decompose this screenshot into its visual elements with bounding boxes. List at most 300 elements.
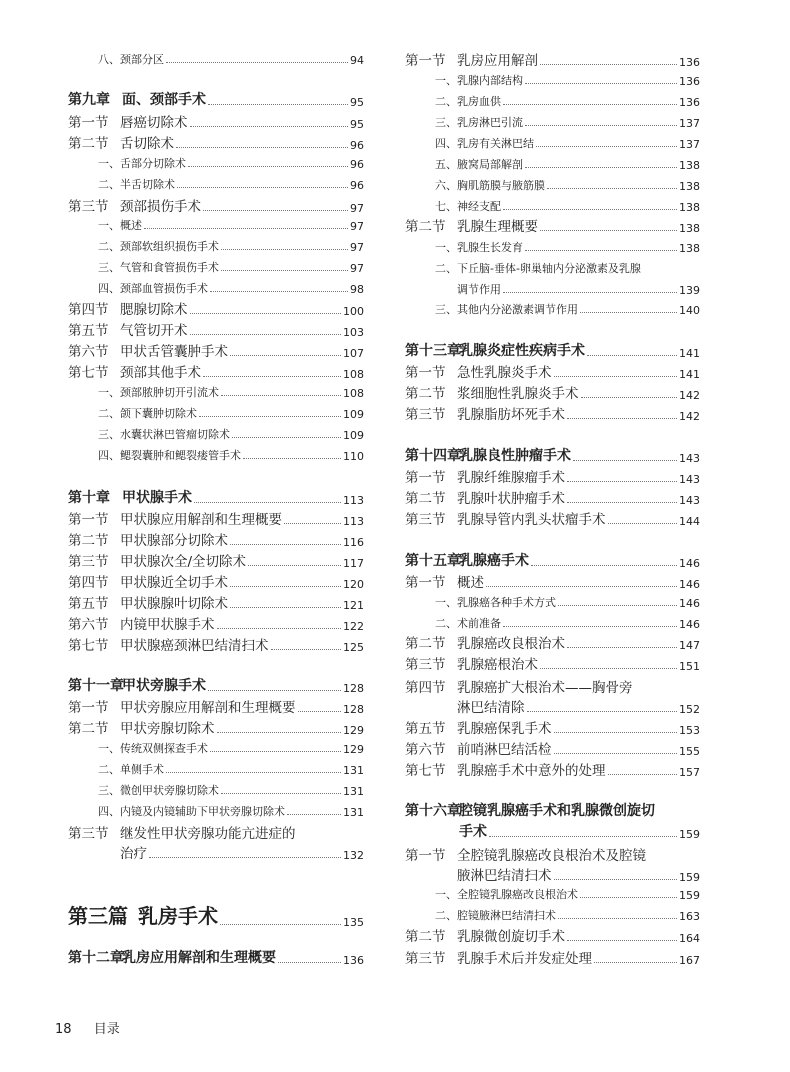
toc-leader-dots	[536, 146, 677, 147]
toc-sub-entry	[68, 405, 364, 421]
toc-leader-dots	[558, 605, 677, 606]
toc-entry-label: 四、	[98, 805, 120, 818]
toc-entry-label: 八、	[98, 53, 120, 66]
toc-leader-dots	[166, 772, 341, 773]
toc-entry-label: 第二节	[405, 929, 446, 945]
toc-entry-page: 151	[679, 660, 700, 673]
toc-leader-dots	[203, 376, 341, 377]
toc-entry-label: 第七节	[68, 365, 109, 381]
toc-entry-title: 乳房淋巴引流	[457, 116, 523, 129]
toc-sub-entry	[405, 301, 700, 317]
toc-entry-page: 143	[679, 452, 700, 465]
toc-cont-entry	[405, 697, 700, 716]
toc-section-entry	[405, 677, 700, 696]
toc-leader-dots	[194, 502, 341, 503]
toc-entry-page: 152	[679, 703, 700, 716]
toc-entry-page: 146	[679, 597, 700, 610]
toc-entry-title: 乳房应用解剖和生理概要	[122, 950, 276, 966]
footer-page-number: 18	[55, 1022, 72, 1037]
toc-leader-dots	[547, 188, 677, 189]
toc-leader-dots	[540, 64, 677, 65]
toc-entry-page: 155	[679, 745, 700, 758]
toc-section-entry	[68, 593, 364, 612]
toc-leader-dots	[149, 857, 341, 858]
toc-entry-title: 舌切除术	[120, 136, 174, 152]
toc-leader-dots	[144, 228, 348, 229]
toc-entry-title: 内镜甲状腺手术	[120, 617, 215, 633]
toc-entry-label: 第七节	[405, 763, 446, 779]
toc-sub-entry	[68, 176, 364, 192]
toc-entry-label: 第九章	[68, 92, 110, 108]
toc-leader-dots	[243, 458, 341, 459]
toc-entry-page: 129	[343, 743, 364, 756]
toc-entry-page: 96	[350, 179, 364, 192]
toc-entry-label: 第五节	[68, 596, 109, 612]
toc-entry-title: 甲状腺手术	[122, 490, 192, 506]
toc-sub-entry	[405, 177, 700, 193]
toc-leader-dots	[554, 376, 678, 377]
toc-entry-label: 二、	[435, 909, 457, 922]
toc-entry-label: 第三节	[68, 554, 109, 570]
toc-section-entry	[68, 614, 364, 633]
toc-entry-label: 三、	[98, 428, 120, 441]
toc-entry-page: 143	[679, 494, 700, 507]
toc-section-entry	[68, 299, 364, 318]
toc-entry-page: 94	[350, 54, 364, 67]
toc-entry-title: 甲状腺应用解剖和生理概要	[120, 512, 282, 528]
toc-sub-entry	[68, 740, 364, 756]
toc-section-entry	[405, 509, 700, 528]
toc-chcont-entry	[405, 822, 700, 841]
toc-sub-entry	[405, 615, 700, 631]
toc-entry-title: 气管切开术	[120, 323, 188, 339]
toc-entry-title: 乳腺癌各种手术方式	[457, 596, 556, 609]
toc-sub-entry	[405, 239, 700, 255]
toc-leader-dots	[190, 334, 342, 335]
toc-chapter-entry	[405, 801, 700, 820]
toc-entry-label: 第十五章	[405, 553, 461, 569]
toc-sub-entry	[68, 51, 364, 67]
toc-entry-page: 136	[679, 96, 700, 109]
toc-leader-dots	[203, 210, 348, 211]
toc-leader-dots	[540, 668, 677, 669]
toc-leader-dots	[230, 586, 341, 587]
toc-leader-dots	[587, 355, 677, 356]
toc-entry-title: 颌下囊肿切除术	[120, 407, 197, 420]
toc-entry-label: 第三篇	[68, 904, 128, 928]
toc-entry-page: 113	[343, 515, 364, 528]
toc-entry-page: 108	[343, 387, 364, 400]
toc-leader-dots	[221, 249, 348, 250]
toc-entry-label: 二、	[435, 617, 457, 630]
toc-leader-dots	[166, 62, 348, 63]
toc-entry-label: 第五节	[405, 721, 446, 737]
toc-entry-page: 95	[350, 96, 364, 109]
toc-section-entry	[68, 635, 364, 654]
toc-entry-page: 95	[350, 118, 364, 131]
toc-leader-dots	[230, 544, 341, 545]
footer-running-title: 目录	[93, 1022, 120, 1037]
toc-entry-label: 第十六章	[405, 803, 461, 819]
toc-entry-page: 140	[679, 304, 700, 317]
toc-entry-page: 109	[343, 429, 364, 442]
toc-entry-label: 一、	[435, 74, 457, 87]
toc-entry-title: 传统双侧探查手术	[120, 742, 208, 755]
toc-entry-page: 159	[679, 828, 700, 841]
toc-entry-title: 继发性甲状旁腺功能亢进症的	[120, 826, 296, 842]
toc-entry-label: 第一节	[68, 115, 109, 131]
toc-entry-title: 乳腺癌扩大根治术——胸骨旁	[457, 680, 633, 696]
toc-entry-title: 腋窝局部解剖	[457, 158, 523, 171]
toc-entry-title: 内镜及内镜辅助下甲状旁腺切除术	[120, 805, 285, 818]
toc-entry-label: 四、	[98, 282, 120, 295]
toc-entry-title: 唇癌切除术	[120, 115, 188, 131]
toc-entry-label: 第十一章	[68, 678, 124, 694]
toc-entry-label: 第二节	[68, 533, 109, 549]
toc-entry-title: 其他内分泌激素调节作用	[457, 303, 578, 316]
toc-entry-title: 乳房应用解剖	[457, 53, 538, 69]
toc-leader-dots	[278, 962, 341, 963]
toc-section-entry	[68, 551, 364, 570]
toc-entry-title: 甲状旁腺应用解剖和生理概要	[120, 700, 296, 716]
toc-entry-label: 第二节	[405, 219, 446, 235]
toc-entry-page: 138	[679, 222, 700, 235]
toc-entry-page: 100	[343, 305, 364, 318]
toc-sub-entry	[68, 803, 364, 819]
toc-entry-title: 乳腺微创旋切手术	[457, 929, 565, 945]
toc-sub-entry	[405, 907, 700, 923]
toc-entry-title: 治疗	[120, 846, 147, 862]
toc-entry-title: 神经支配	[457, 200, 501, 213]
toc-entry-label: 第四节	[68, 302, 109, 318]
toc-sub-entry	[405, 114, 700, 130]
toc-entry-title: 甲状旁腺切除术	[120, 721, 215, 737]
toc-sub-entry	[68, 447, 364, 463]
toc-entry-label: 第一节	[68, 512, 109, 528]
toc-leader-dots	[525, 250, 677, 251]
toc-entry-page: 103	[343, 326, 364, 339]
toc-entry-label: 三、	[98, 784, 120, 797]
toc-section-entry	[405, 383, 700, 402]
toc-entry-title: 全腔镜乳腺癌改良根治术	[457, 888, 578, 901]
toc-entry-page: 131	[343, 764, 364, 777]
toc-section-entry	[405, 216, 700, 235]
toc-entry-title: 乳腺手术后并发症处理	[457, 951, 592, 967]
toc-leader-dots	[573, 460, 677, 461]
toc-entry-label: 第一节	[405, 470, 446, 486]
toc-entry-page: 129	[343, 724, 364, 737]
toc-entry-page: 136	[679, 56, 700, 69]
toc-leader-dots	[284, 523, 341, 524]
toc-sub-entry	[68, 782, 364, 798]
toc-entry-title: 腔镜腋淋巴结清扫术	[457, 909, 556, 922]
toc-leader-dots	[298, 711, 342, 712]
toc-entry-page: 96	[350, 139, 364, 152]
toc-section-entry	[68, 320, 364, 339]
toc-entry-page: 98	[350, 283, 364, 296]
toc-sub-entry	[68, 217, 364, 233]
toc-entry-label: 第三节	[68, 826, 109, 842]
toc-entry-title: 前哨淋巴结活检	[457, 742, 552, 758]
toc-entry-label: 二、	[98, 407, 120, 420]
toc-entry-label: 第六节	[68, 617, 109, 633]
toc-entry-label: 第二节	[405, 491, 446, 507]
toc-entry-title: 急性乳腺炎手术	[457, 365, 552, 381]
toc-sub-entry	[405, 72, 700, 88]
toc-leader-dots	[558, 918, 677, 919]
toc-entry-label: 第一节	[405, 575, 446, 591]
toc-entry-title: 甲状腺近全切手术	[120, 575, 228, 591]
toc-entry-label: 第一节	[405, 365, 446, 381]
toc-leader-dots	[287, 814, 341, 815]
toc-leader-dots	[525, 167, 677, 168]
toc-section-entry	[405, 404, 700, 423]
toc-section-entry	[405, 362, 700, 381]
toc-sub-entry	[68, 259, 364, 275]
toc-leader-dots	[567, 502, 677, 503]
toc-entry-title: 颈部软组织损伤手术	[120, 240, 219, 253]
toc-chapter-entry	[405, 551, 700, 570]
toc-entry-title: 概述	[120, 219, 142, 232]
toc-leader-dots	[486, 586, 677, 587]
toc-leader-dots	[217, 628, 342, 629]
toc-entry-label: 第十二章	[68, 950, 124, 966]
toc-entry-page: 96	[350, 158, 364, 171]
toc-entry-page: 142	[679, 410, 700, 423]
toc-entry-title: 气管和食管损伤手术	[120, 261, 219, 274]
toc-leader-dots	[188, 166, 348, 167]
toc-entry-label: 第一节	[405, 848, 446, 864]
toc-entry-title: 乳腺癌手术中意外的处理	[457, 763, 606, 779]
toc-entry-title: 全腔镜乳腺癌改良根治术及腔镜	[457, 848, 646, 864]
toc-leader-dots	[232, 437, 341, 438]
toc-entry-page: 137	[679, 117, 700, 130]
toc-entry-page: 138	[679, 180, 700, 193]
toc-section-entry	[68, 572, 364, 591]
toc-leader-dots	[554, 732, 678, 733]
toc-entry-title: 微创甲状旁腺切除术	[120, 784, 219, 797]
toc-entry-label: 第三节	[68, 199, 109, 215]
toc-leader-dots	[230, 355, 341, 356]
toc-sub-entry	[405, 93, 700, 109]
toc-entry-page: 159	[679, 889, 700, 902]
toc-leader-dots	[271, 649, 342, 650]
toc-entry-title: 术前准备	[457, 617, 501, 630]
toc-cont-entry	[68, 843, 364, 862]
toc-sub-entry	[68, 384, 364, 400]
toc-entry-title: 乳房血供	[457, 95, 501, 108]
toc-leader-dots	[190, 313, 342, 314]
toc-entry-title: 水囊状淋巴管瘤切除术	[120, 428, 230, 441]
toc-entry-title: 甲状腺次全/全切除术	[120, 554, 247, 570]
toc-section-entry	[405, 467, 700, 486]
toc-entry-title: 乳腺叶状肿瘤手术	[457, 491, 565, 507]
toc-entry-page: 142	[679, 389, 700, 402]
toc-entry-label: 二、	[435, 95, 457, 108]
toc-entry-label: 七、	[435, 200, 457, 213]
page-footer	[55, 1018, 138, 1037]
toc-section-entry	[68, 133, 364, 152]
toc-entry-title: 概述	[457, 575, 484, 591]
toc-entry-page: 137	[679, 138, 700, 151]
toc-entry-page: 128	[343, 703, 364, 716]
toc-entry-page: 125	[343, 641, 364, 654]
toc-entry-label: 一、	[435, 888, 457, 901]
toc-section-entry	[405, 633, 700, 652]
toc-entry-label: 一、	[98, 742, 120, 755]
toc-entry-page: 117	[343, 557, 364, 570]
toc-entry-label: 第十章	[68, 490, 110, 506]
toc-leader-dots	[527, 711, 678, 712]
toc-entry-title: 鳃裂囊肿和鳃裂瘘管手术	[120, 449, 241, 462]
toc-entry-label: 第四节	[68, 575, 109, 591]
toc-section-entry	[405, 948, 700, 967]
toc-entry-page: 97	[350, 262, 364, 275]
toc-leader-dots	[248, 565, 341, 566]
toc-entry-page: 163	[679, 910, 700, 923]
toc-entry-title: 甲状旁腺手术	[122, 678, 206, 694]
toc-entry-label: 第五节	[68, 323, 109, 339]
toc-entry-page: 138	[679, 159, 700, 172]
toc-chapter-entry	[68, 90, 364, 109]
toc-subcont-entry	[405, 281, 700, 297]
toc-section-entry	[68, 362, 364, 381]
toc-leader-dots	[190, 126, 349, 127]
toc-entry-title: 颈部脓肿切开引流术	[120, 386, 219, 399]
toc-entry-title: 颈部血管损伤手术	[120, 282, 208, 295]
toc-entry-title: 乳房有关淋巴结	[457, 137, 534, 150]
toc-entry-label: 五、	[435, 158, 457, 171]
toc-entry-title: 颈部其他手术	[120, 365, 201, 381]
toc-entry-page: 144	[679, 515, 700, 528]
toc-sub-entry	[405, 198, 700, 214]
toc-entry-page: 128	[343, 682, 364, 695]
toc-section-entry	[405, 718, 700, 737]
toc-entry-label: 第二节	[68, 136, 109, 152]
toc-leader-dots	[210, 751, 341, 752]
toc-entry-label: 二、	[98, 240, 120, 253]
toc-entry-page: 109	[343, 408, 364, 421]
toc-leader-dots	[567, 418, 677, 419]
toc-leader-dots	[581, 397, 678, 398]
toc-entry-page: 167	[679, 954, 700, 967]
toc-section-entry	[68, 112, 364, 131]
toc-leader-dots	[525, 125, 677, 126]
toc-leader-dots	[567, 647, 677, 648]
toc-entry-title: 颈部损伤手术	[120, 199, 201, 215]
toc-entry-page: 97	[350, 241, 364, 254]
toc-leader-dots	[608, 523, 678, 524]
toc-entry-page: 113	[343, 494, 364, 507]
toc-leader-dots	[503, 292, 677, 293]
toc-entry-label: 四、	[435, 137, 457, 150]
toc-entry-page: 97	[350, 202, 364, 215]
toc-entry-page: 153	[679, 724, 700, 737]
toc-cont-entry	[405, 865, 700, 884]
toc-entry-title: 下丘脑-垂体-卵巢轴内分泌激素及乳腺	[457, 262, 641, 275]
toc-entry-label: 二、	[98, 763, 120, 776]
toc-section-entry	[405, 572, 700, 591]
toc-entry-page: 143	[679, 473, 700, 486]
toc-entry-title: 乳腺炎症性疾病手术	[459, 343, 585, 359]
toc-leader-dots	[208, 104, 348, 105]
toc-entry-label: 二、	[98, 178, 120, 191]
toc-leader-dots	[503, 104, 677, 105]
toc-entry-label: 第三节	[405, 407, 446, 423]
toc-entry-page: 135	[343, 916, 364, 929]
toc-leader-dots	[220, 924, 341, 925]
toc-entry-title: 浆细胞性乳腺炎手术	[457, 386, 579, 402]
toc-entry-title: 乳腺生长发育	[457, 241, 523, 254]
toc-leader-dots	[221, 793, 341, 794]
toc-sub-entry	[405, 260, 700, 276]
toc-sub-entry	[405, 594, 700, 610]
toc-entry-label: 一、	[98, 386, 120, 399]
toc-entry-page: 131	[343, 785, 364, 798]
toc-sub-entry	[405, 156, 700, 172]
toc-leader-dots	[503, 626, 677, 627]
toc-leader-dots	[594, 962, 677, 963]
toc-sub-entry	[405, 886, 700, 902]
toc-entry-label: 第三节	[405, 657, 446, 673]
toc-entry-label: 第二节	[405, 636, 446, 652]
toc-entry-page: 121	[343, 599, 364, 612]
toc-leader-dots	[554, 879, 678, 880]
toc-entry-title: 乳腺纤维腺瘤手术	[457, 470, 565, 486]
toc-leader-dots	[489, 836, 677, 837]
toc-entry-label: 第六节	[405, 742, 446, 758]
toc-chapter-entry	[68, 676, 364, 695]
toc-entry-label: 一、	[435, 241, 457, 254]
toc-chapter-entry	[68, 488, 364, 507]
toc-entry-label: 第三节	[405, 951, 446, 967]
toc-entry-title: 乳腺导管内乳头状瘤手术	[457, 512, 606, 528]
toc-entry-label: 一、	[98, 157, 120, 170]
toc-entry-title: 乳腺内部结构	[457, 74, 523, 87]
toc-entry-label: 一、	[435, 596, 457, 609]
toc-entry-title: 乳腺脂肪坏死手术	[457, 407, 565, 423]
toc-entry-label: 第十四章	[405, 448, 461, 464]
toc-entry-title: 甲状腺癌颈淋巴结清扫术	[120, 638, 269, 654]
toc-entry-label: 第七节	[68, 638, 109, 654]
toc-chapter-entry	[405, 341, 700, 360]
toc-section-entry	[68, 697, 364, 716]
toc-section-entry	[405, 50, 700, 69]
toc-leader-dots	[540, 230, 677, 231]
toc-leader-dots	[525, 83, 677, 84]
toc-entry-title: 胸肌筋膜与腋筋膜	[457, 179, 545, 192]
toc-entry-title: 手术	[459, 824, 487, 840]
toc-entry-title: 乳腺良性肿瘤手术	[459, 448, 571, 464]
toc-leader-dots	[221, 395, 341, 396]
toc-entry-page: 131	[343, 806, 364, 819]
toc-chapter-entry	[405, 446, 700, 465]
toc-entry-title: 乳腺癌改良根治术	[457, 636, 565, 652]
toc-section-entry	[405, 845, 700, 864]
toc-entry-title: 腔镜乳腺癌手术和乳腺微创旋切	[459, 803, 655, 819]
toc-entry-page: 157	[679, 766, 700, 779]
toc-entry-label: 第四节	[405, 680, 446, 696]
toc-entry-title: 颈部分区	[120, 53, 164, 66]
toc-chapter-entry	[68, 948, 364, 967]
toc-entry-label: 三、	[435, 116, 457, 129]
toc-entry-label: 第二节	[405, 386, 446, 402]
toc-entry-page: 120	[343, 578, 364, 591]
toc-entry-label: 二、	[435, 262, 457, 275]
toc-leader-dots	[210, 291, 348, 292]
toc-leader-dots	[580, 897, 677, 898]
toc-section-entry	[68, 341, 364, 360]
